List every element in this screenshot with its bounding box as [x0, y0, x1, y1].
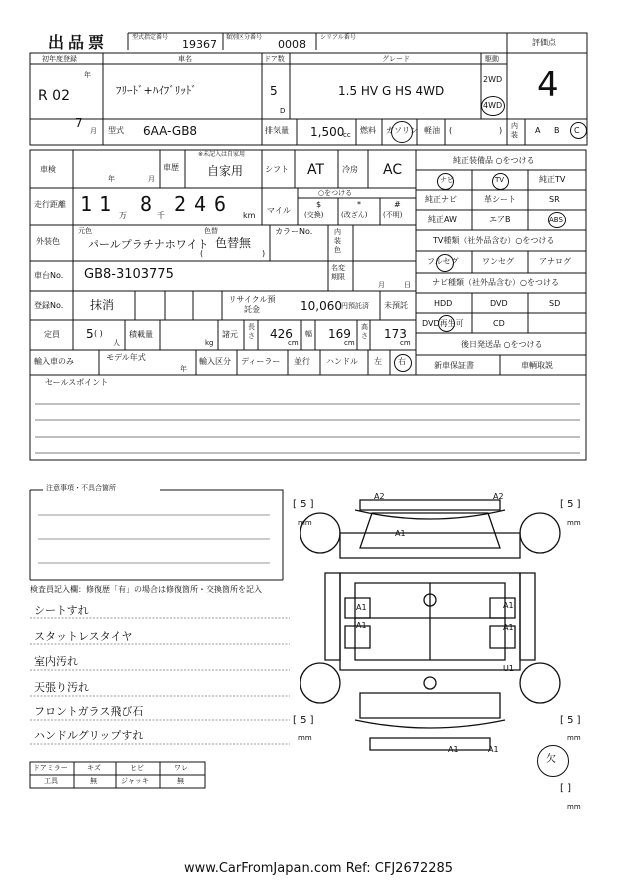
label-chassis: 車台No. — [34, 271, 64, 280]
label-ruibetsu: 類別区分番号 — [226, 34, 263, 41]
equip-sunroof: SR — [549, 195, 560, 204]
width-value: 169 — [328, 327, 351, 341]
paren: ) — [262, 249, 266, 258]
label-kata: 型式指定番号 — [132, 34, 169, 41]
legend-crack: ヒビ — [130, 764, 144, 772]
interior-c: C — [574, 126, 580, 135]
paren: ( — [449, 126, 453, 135]
navi-dvd: DVD — [490, 299, 508, 308]
note-item: シートすれ — [34, 604, 89, 617]
capacity-paren: ( ) — [94, 329, 103, 338]
door-count: 5 — [270, 84, 278, 98]
score-value: 4 — [537, 65, 559, 105]
tire-depth-rl: [ 5 ] — [293, 715, 314, 726]
note-item: スタットレスタイヤ — [34, 630, 133, 643]
exterior-color: パールプラチナホワイト — [88, 238, 209, 251]
car-damage-diagram — [300, 488, 580, 763]
recycle-fee: 10,060 — [300, 299, 342, 313]
label-interior: 内装 — [511, 122, 518, 139]
footer-reference: www.CarFromJapan.com Ref: CFJ2672285 — [184, 861, 454, 876]
door-suffix: D — [280, 107, 286, 115]
label-capacity: 定員 — [44, 330, 60, 339]
drive-selected-circle — [481, 96, 505, 116]
tire-depth-fr: [ 5 ] — [560, 499, 581, 510]
label-original-color: 元色 — [78, 227, 92, 235]
meter-unknown: (不明) — [383, 211, 403, 219]
unit-man: 万 — [119, 211, 127, 220]
length-value: 426 — [270, 327, 293, 341]
label-dimensions: 諸元 — [222, 330, 238, 339]
label-color-no: カラーNo. — [275, 227, 313, 236]
fuel-selected-circle — [391, 121, 413, 143]
interior-a: A — [535, 126, 541, 135]
label-width: 幅 — [305, 330, 312, 338]
tire-depth-fl: [ 5 ] — [293, 499, 314, 510]
label-load: 積載量 — [129, 330, 153, 339]
navi-dvd-circle — [438, 315, 455, 332]
tv-type-title: TV種類（社外品含む）○をつける — [433, 236, 555, 245]
recycle-not-deposited: 未預託 — [384, 301, 408, 310]
equip-tv-circle — [492, 173, 509, 190]
note-item: 室内汚れ — [34, 655, 78, 668]
sheet-title: 出品票 — [48, 33, 109, 52]
label-model-code: 型式 — [108, 126, 124, 135]
model-code: 6AA-GB8 — [143, 124, 198, 138]
capacity-value: 5 — [86, 327, 94, 341]
legend-mirror: ドアミラー — [33, 764, 68, 772]
interior-b: B — [554, 126, 560, 135]
unit-mm: mm — [298, 519, 312, 527]
equip-abs: ABS — [549, 216, 563, 224]
navi-cd: CD — [493, 319, 505, 328]
label-fuel: 燃料 — [360, 126, 376, 135]
label-steering: ハンドル — [326, 357, 358, 366]
tire-depth-spare: [ ] — [560, 783, 571, 794]
label-length: 長さ — [248, 323, 255, 340]
usage-value: 自家用 — [207, 164, 244, 178]
unit-month: 月 — [378, 281, 385, 289]
damage-code: A1 — [356, 603, 367, 612]
legend-jack: ジャッキ — [121, 777, 149, 785]
unit-year: 年 — [108, 175, 115, 183]
interior-selected-circle — [570, 122, 587, 139]
first-reg-month: 7 — [75, 116, 83, 130]
label-recycle: リサイクル預託金 — [228, 295, 276, 314]
equip-oem-tv: 純正TV — [539, 175, 566, 184]
unit-sen: 千 — [157, 211, 165, 220]
unit-year: 年 — [180, 365, 187, 373]
unit-day: 日 — [404, 281, 411, 289]
fuel-gasoline: ガソリン — [386, 126, 418, 135]
notes-label: 注意事項・不具合箇所 — [46, 484, 116, 492]
label-mileage: 走行距離 — [34, 200, 66, 209]
car-name: ﾌﾘｰﾄﾞ+ﾊｲﾌﾞﾘｯﾄﾞ — [116, 84, 197, 97]
label-first-reg: 初年度登録 — [42, 55, 77, 63]
meter-exchanged: (交換) — [304, 211, 324, 219]
damage-code: A2 — [493, 492, 504, 501]
label-diesel: 軽油 — [424, 126, 440, 135]
label-usage: 車歴 — [163, 163, 179, 172]
drive-4wd: 4WD — [483, 101, 503, 110]
unit-month: 月 — [148, 175, 155, 183]
first-reg-year: R 02 — [38, 88, 70, 104]
unit-km: km — [243, 211, 256, 220]
label-cooler: 冷房 — [342, 165, 358, 174]
label-import-only: 輸入車のみ — [34, 357, 74, 366]
navi-dvd-playback: DVD再生可 — [422, 319, 464, 328]
inspector-label: 検査員記入欄：修復歴「有」の場合は修復箇所・交換箇所を記入 — [30, 585, 262, 594]
damage-code: A1 — [356, 621, 367, 630]
unit-mm: mm — [567, 519, 581, 527]
paren: ) — [499, 126, 503, 135]
unit-month: 月 — [90, 127, 97, 135]
label-doors: ドア数 — [264, 55, 285, 63]
damage-code: A1 — [503, 623, 514, 632]
damage-code: A1 — [395, 529, 406, 538]
label-car-name: 車名 — [178, 55, 192, 63]
damage-code: A2 — [374, 492, 385, 501]
mileage-digit: 4 — [194, 192, 207, 216]
meter-sym: $ — [316, 200, 322, 209]
equip-airbag: エアB — [489, 215, 511, 224]
equip-leather: 革シート — [484, 195, 516, 204]
navi-sd: SD — [549, 299, 561, 308]
label-exterior-color: 外装色 — [36, 237, 60, 246]
equip-navi: ナビ — [440, 176, 454, 184]
label-inspection: 車検 — [40, 165, 56, 174]
sales-point-label: セールスポイント — [45, 378, 109, 387]
repaint-value: 色替無 — [215, 236, 252, 250]
mileage-digit: 1 — [80, 192, 93, 216]
displacement: 1,500 — [310, 125, 345, 139]
mileage-digit: 6 — [214, 192, 227, 216]
label-drive: 駆動 — [485, 55, 499, 63]
label-meter: マイル — [267, 206, 291, 215]
unit-mm: mm — [298, 734, 312, 742]
reg-value: 抹消 — [90, 298, 115, 312]
unit-cm: cm — [288, 339, 299, 347]
tv-analog: アナログ — [539, 257, 571, 266]
damage-code: A1 — [448, 745, 459, 754]
unit-year: 年 — [84, 71, 91, 79]
equip-title: 純正装備品 ○をつける — [453, 156, 535, 165]
unit-mm: mm — [567, 803, 581, 811]
ruibetsu-number: 0008 — [278, 38, 306, 51]
tv-fullseg: フルセグ — [427, 257, 459, 266]
usage-note: ※未記入は自家用 — [198, 151, 246, 158]
tire-depth-rr: [ 5 ] — [560, 715, 581, 726]
legend-scratch: キズ — [87, 764, 101, 772]
damage-code: A1 — [503, 601, 514, 610]
label-repaint: 色替 — [204, 227, 218, 235]
doc-manual: 車輌取説 — [521, 361, 553, 370]
cooler-value: AC — [383, 162, 403, 178]
spare-tire-missing: 欠 — [546, 754, 556, 765]
unit-cm: cm — [400, 339, 411, 347]
meter-sym: * — [357, 200, 361, 209]
label-model-year: モデル年式 — [106, 353, 146, 362]
damage-code: U1 — [503, 664, 514, 673]
drive-2wd: 2WD — [483, 75, 503, 84]
equip-alloy-wheels: 純正AW — [428, 215, 457, 224]
legend-break: ワレ — [174, 764, 188, 772]
label-serial: シリアル番号 — [320, 34, 356, 41]
grade: 1.5 HV G HS 4WD — [338, 84, 445, 98]
navi-type-title: ナビ種類（社外品含む）○をつける — [432, 278, 559, 287]
steering-selected-circle — [394, 354, 412, 372]
unit-mm: mm — [567, 734, 581, 742]
label-reg-no: 登録No. — [34, 301, 64, 310]
chassis-number: GB8-3103775 — [84, 267, 174, 282]
label-score: 評価点 — [532, 38, 556, 47]
paren: ( — [200, 249, 204, 258]
steering-left: 左 — [374, 357, 382, 366]
note-item: 天張り汚れ — [34, 681, 89, 694]
mileage-digit: 2 — [174, 192, 187, 216]
unit-cm: cm — [344, 339, 355, 347]
label-import-type: 輸入区分 — [199, 357, 231, 366]
meter-altered: (改ざん) — [341, 211, 368, 219]
equip-oem-navi: 純正ナビ — [425, 195, 457, 204]
navi-hdd: HDD — [434, 299, 453, 308]
label-height: 高さ — [361, 323, 368, 340]
label-interior-color: 内装色 — [334, 228, 341, 254]
equip-navi-circle — [437, 173, 454, 190]
legend-tools: 工具 — [44, 777, 58, 785]
kata-number: 19367 — [182, 38, 217, 51]
unit-person: 人 — [113, 339, 120, 347]
docs-title: 後日発送品 ○をつける — [461, 340, 543, 349]
note-item: ハンドルグリップすれ — [34, 729, 144, 742]
height-value: 173 — [384, 327, 407, 341]
label-name-change: 名変期限 — [331, 264, 345, 281]
shift-value: AT — [307, 162, 325, 178]
label-grade: グレード — [382, 55, 410, 63]
label-shift: シフト — [265, 165, 289, 174]
steering-right: 右 — [398, 357, 406, 366]
label-displacement: 排気量 — [265, 126, 289, 135]
damage-code: A1 — [488, 745, 499, 754]
import-dealer: ディーラー — [241, 357, 281, 366]
mark-instruction: ○をつける — [318, 189, 353, 197]
mileage-digit: 8 — [140, 192, 153, 216]
note-item: フロントガラス飛び石 — [34, 705, 144, 718]
tv-fullseg-circle — [436, 254, 454, 272]
equip-abs-circle — [548, 212, 566, 228]
equip-tv: TV — [495, 176, 505, 184]
legend-tools-value: 無 — [90, 777, 97, 785]
legend-jack-value: 無 — [177, 777, 184, 785]
recycle-status: 円預託済 — [341, 302, 369, 310]
import-parallel: 並行 — [294, 357, 310, 366]
meter-sym: # — [394, 200, 401, 209]
unit-kg: kg — [205, 339, 214, 347]
unit-cc: cc — [343, 131, 351, 139]
doc-warranty: 新車保証書 — [434, 361, 474, 370]
tv-oneseg: ワンセグ — [482, 257, 514, 266]
mileage-digit: 1 — [99, 192, 112, 216]
